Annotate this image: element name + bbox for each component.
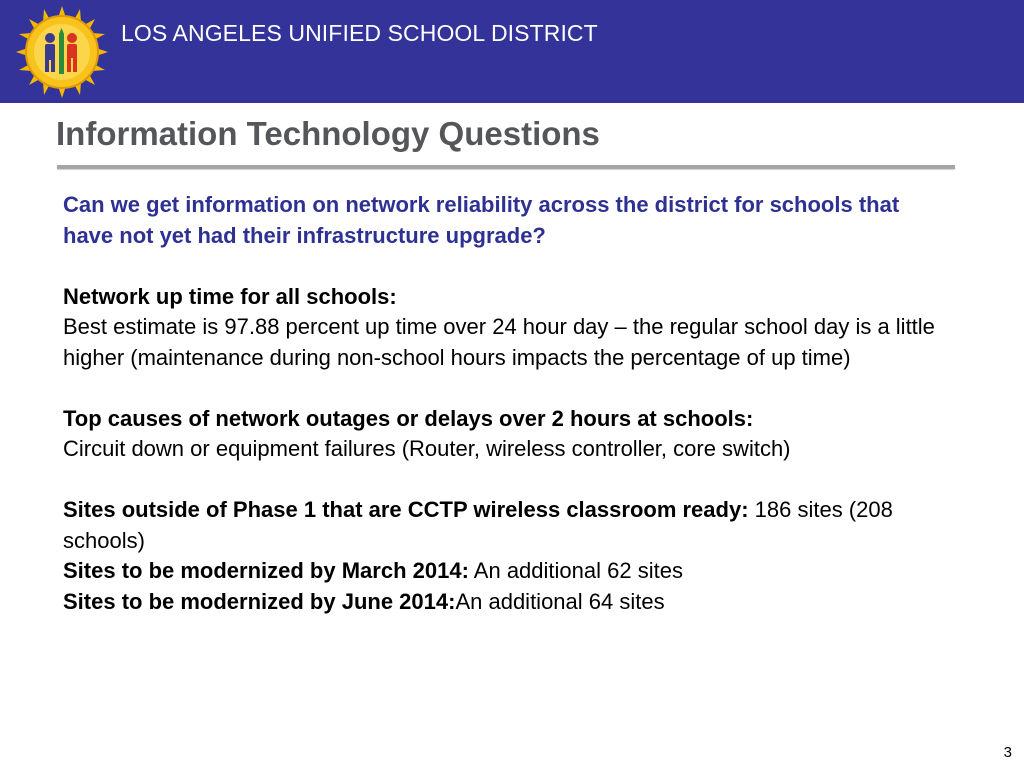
june-line xyxy=(63,587,943,618)
march-line xyxy=(63,556,943,587)
march-value: An additional 62 sites xyxy=(468,558,683,583)
page-number: 3 xyxy=(1003,744,1012,761)
title-divider xyxy=(57,165,955,169)
outages-heading: Top causes of network outages or delays over 2 hours at schools: xyxy=(63,405,754,431)
lausd-seal-icon xyxy=(14,4,110,100)
uptime-text: Best estimate is 97.88 percent up time over 24 hour day – the regular school day is a little higher (maintenance during non-school hours impacts the percentage of up time) xyxy=(63,314,935,370)
question-text: Can we get information on network reliability across the district for schools that have not yet had their infrastructure upgrade? xyxy=(63,192,900,248)
sites-ready-line xyxy=(63,495,943,556)
sites-ready-value: 186 sites (208 schools) xyxy=(63,497,893,553)
org-name: LOS ANGELES UNIFIED SCHOOL DISTRICT xyxy=(121,20,598,46)
slide-content xyxy=(63,190,943,617)
june-label: Sites to be modernized by June 2014: xyxy=(63,588,456,614)
header-bar xyxy=(0,0,1024,103)
june-value: An additional 64 sites xyxy=(455,588,665,614)
uptime-heading: Network up time for all schools: xyxy=(63,283,397,309)
sites-ready-label: Sites outside of Phase 1 that are CCTP wireless classroom ready: xyxy=(63,497,749,522)
march-label: Sites to be modernized by March 2014: xyxy=(63,558,469,583)
slide-title: Information Technology Questions xyxy=(56,115,600,152)
outages-text: Circuit down or equipment failures (Router, wireless controller, core switch) xyxy=(63,436,791,461)
